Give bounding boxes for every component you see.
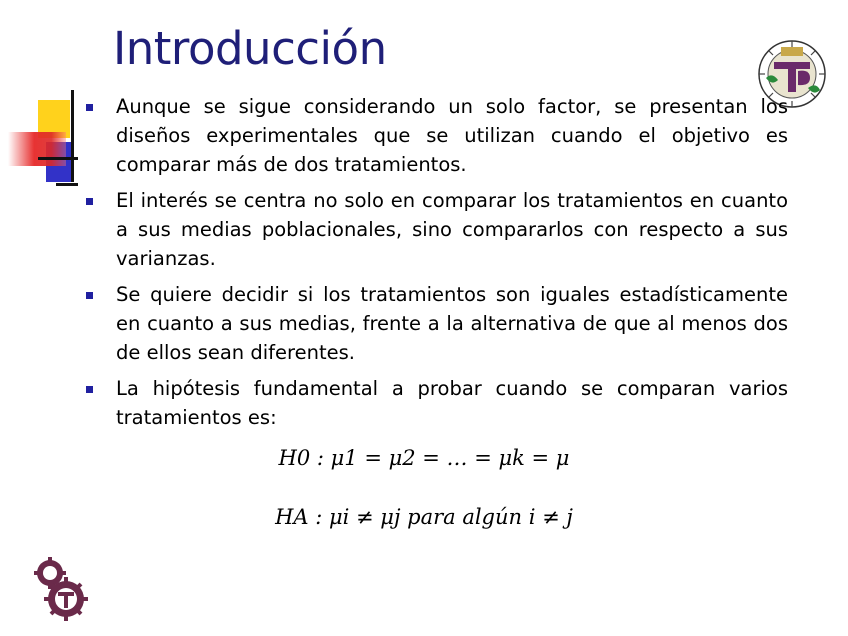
- slide-title: Introducción: [113, 22, 387, 75]
- bullet-marker: [86, 104, 93, 111]
- bullet-text: La hipótesis fundamental a probar cuando se comparan varios tratamientos es:: [116, 377, 788, 429]
- alternative-hypothesis-formula: [0, 505, 848, 529]
- bullet-marker: [86, 198, 93, 205]
- bullet-item: [86, 280, 788, 367]
- alternative-hypothesis-text: HA : μi ≠ μj para algún i ≠ j: [275, 505, 573, 529]
- null-hypothesis-formula: [0, 446, 848, 470]
- bullet-marker: [86, 386, 93, 393]
- null-hypothesis-text: H0 : μ1 = μ2 = … = μk = μ: [278, 446, 570, 470]
- gear-logo: [30, 555, 92, 623]
- bullet-item: [86, 186, 788, 273]
- bullet-text: Aunque se sigue considerando un solo factor, se presentan los diseños experimentales que se utilizan cuando el objetivo es comparar más de dos tratamientos.: [116, 95, 788, 176]
- bullet-text: El interés se centra no solo en comparar los tratamientos en cuanto a sus medias poblacionales, sino compararlos con respecto a sus varianzas.: [116, 189, 788, 270]
- bullet-marker: [86, 292, 93, 299]
- decorative-color-blocks: [8, 90, 83, 190]
- bullet-list: [86, 92, 788, 439]
- bullet-item: [86, 374, 788, 432]
- bullet-item: [86, 92, 788, 179]
- bullet-text: Se quiere decidir si los tratamientos son iguales estadísticamente en cuanto a sus medias, frente a la alternativa de que al menos dos de ellos sean diferentes.: [116, 283, 788, 364]
